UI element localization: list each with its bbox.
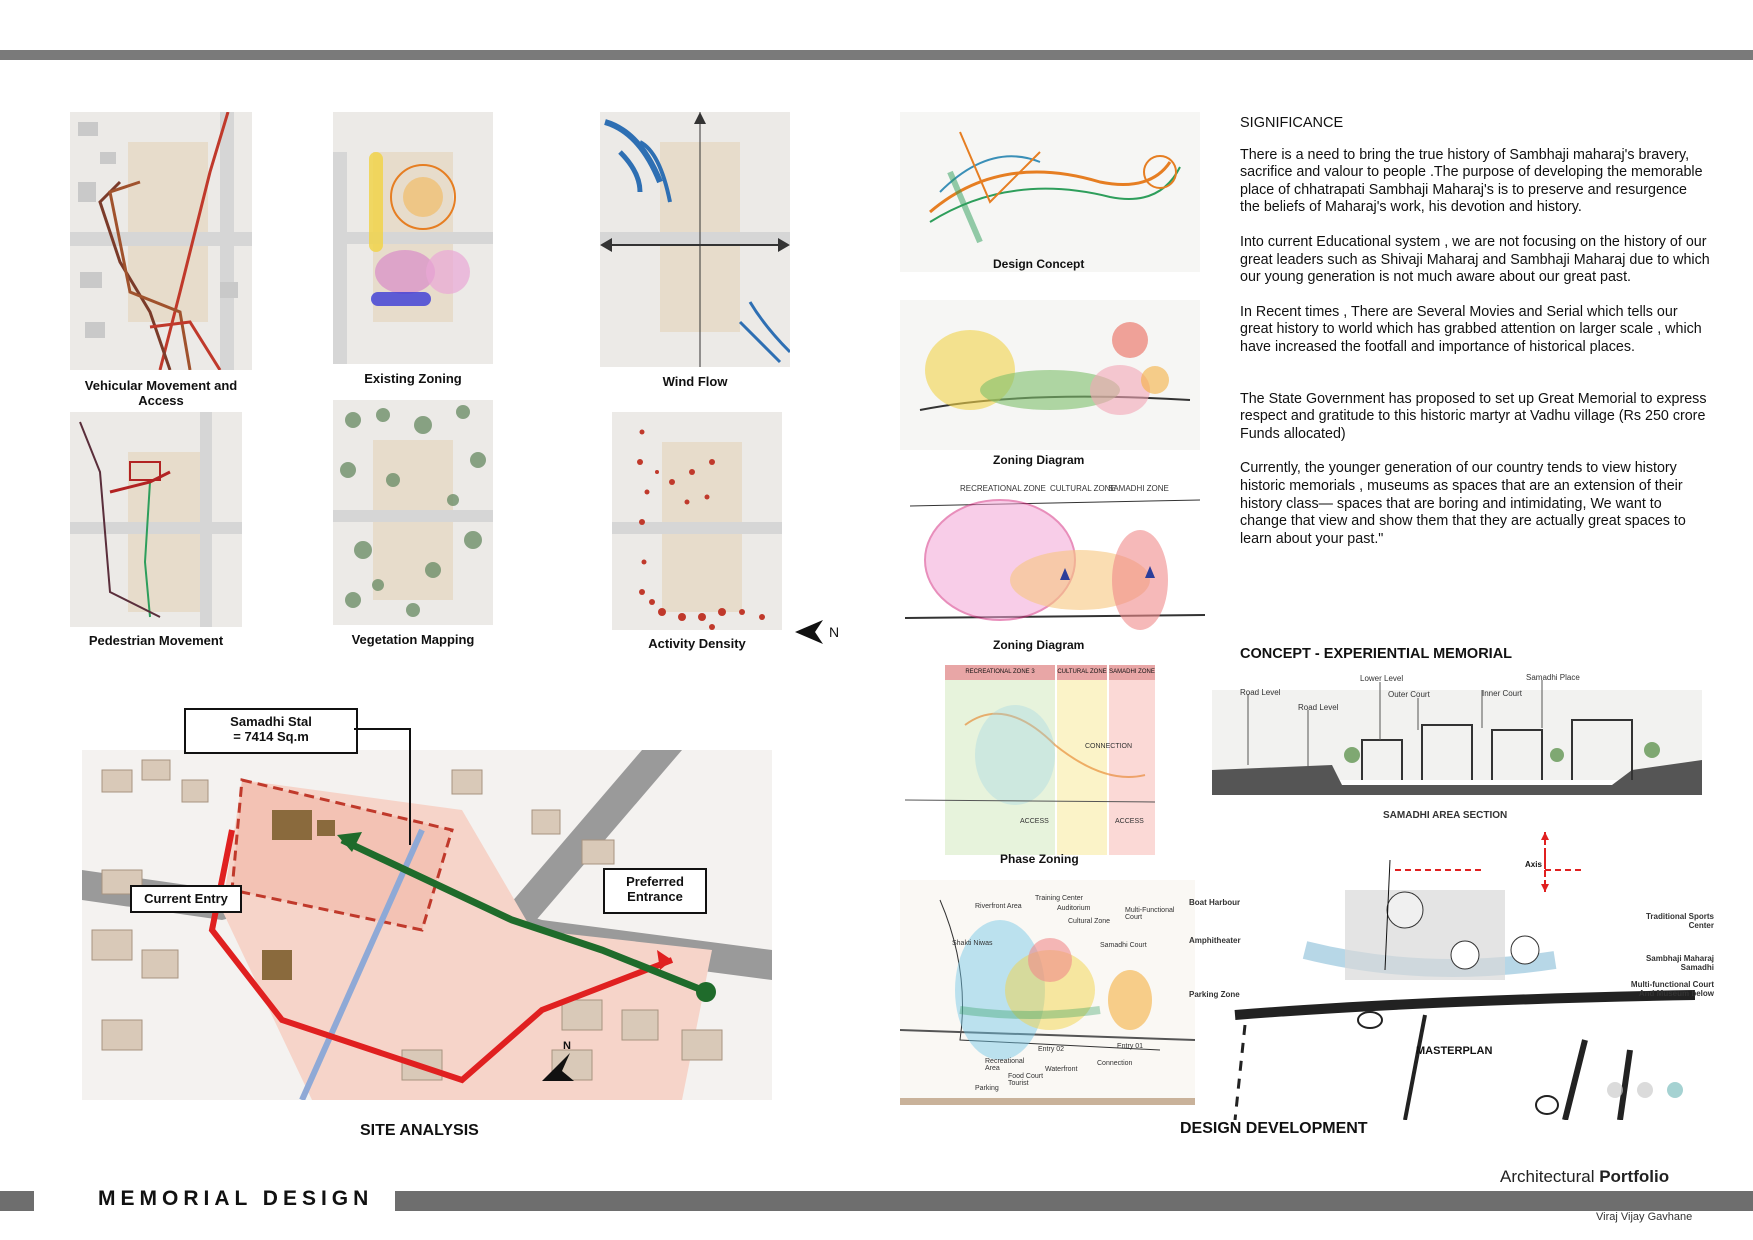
- current-entry-callout: [130, 885, 242, 913]
- plan-callout-foodcourt: Food Court Tourist: [1008, 1073, 1044, 1087]
- existing-zoning-map: [333, 112, 493, 364]
- phase-connection-label: CONNECTION: [1085, 743, 1133, 750]
- samadhi-stal-area: = 7414 Sq.m: [233, 729, 309, 744]
- design-concept-drawing: [900, 112, 1200, 272]
- masterplan-callout-parking: Parking Zone: [1189, 990, 1240, 999]
- zoning-diagram-drawing-1: [900, 300, 1200, 450]
- plan-callout-multifunctional: Multi-Functional Court: [1125, 907, 1175, 921]
- portfolio-light: Architectural: [1500, 1167, 1600, 1186]
- map-label-pedestrian: Pedestrian Movement: [88, 633, 224, 648]
- plan-callout-training: Training Center: [1035, 895, 1083, 902]
- significance-text-block: [1240, 115, 1710, 565]
- phase-access-label-1: ACCESS: [1020, 818, 1049, 825]
- plan-callout-entry02: Entry 02: [1038, 1046, 1065, 1053]
- map-label-vegetation: Vegetation Mapping: [351, 632, 475, 647]
- preferred-entrance-callout: [603, 868, 707, 914]
- plan-callout-riverfront: Riverfront Area: [975, 903, 1022, 910]
- phase-zoning-caption: Phase Zoning: [1000, 852, 1079, 866]
- section-label-outer-court: Outer Court: [1388, 690, 1430, 699]
- north-arrow-icon: [795, 617, 845, 647]
- design-development-title: DESIGN DEVELOPMENT: [1180, 1120, 1368, 1137]
- significance-paragraph-3: In Recent times , There are Several Movies and Serial which tells our great history to world which has grabbed attention on larger scale , which have increased the footfall and importance of historical places.: [1240, 303, 1702, 355]
- activity-density-map: [612, 412, 782, 630]
- zoning-diagram-caption-2: Zoning Diagram: [993, 638, 1085, 652]
- masterplan-callout-amphitheater: Amphitheater: [1189, 936, 1241, 945]
- plan-callout-shakti: Shakti Niwas: [952, 940, 993, 947]
- zoning-diagram-sketch-2: [900, 480, 1210, 640]
- bottom-bar-right: [395, 1191, 1753, 1211]
- plan-callout-auditorium: Auditorium: [1057, 905, 1091, 912]
- map-label-vehicular: Vehicular Movement and Access: [84, 378, 238, 408]
- activity-density-drawing: [612, 412, 782, 630]
- zoning-diagram-caption-1: Zoning Diagram: [993, 453, 1085, 467]
- wind-flow-drawing: [600, 112, 790, 367]
- current-entry-label: Current Entry: [144, 891, 228, 906]
- map-label-existing-zoning: Existing Zoning: [364, 371, 462, 386]
- plan-callout-waterfront: Waterfront: [1045, 1066, 1078, 1073]
- vegetation-mapping-map: [333, 400, 493, 625]
- phase-access-label-2: ACCESS: [1115, 818, 1144, 825]
- svg-text:N: N: [829, 624, 840, 640]
- portfolio-label: [1500, 1167, 1669, 1187]
- plan-callout-parking: Parking: [975, 1085, 999, 1092]
- significance-paragraph-5: Currently, the younger generation of our country tends to view history historic memorials , museums as spaces that are an extension of their history class— spaces that are boring and intimidating, We want to change that view and show them that they are actually great spaces to learn about your past.": [1240, 460, 1686, 547]
- site-aerial-map: [82, 750, 772, 1100]
- site-north-arrow-icon: [540, 1045, 580, 1085]
- section-caption: SAMADHI AREA SECTION: [1383, 810, 1508, 821]
- significance-heading: SIGNIFICANCE: [1240, 115, 1344, 131]
- masterplan-drawing: [1225, 850, 1695, 1120]
- phase-zone-header-2: CULTURAL ZONE: [1057, 665, 1107, 680]
- section-label-samadhi-place: Samadhi Place: [1526, 673, 1580, 682]
- vegetation-mapping-drawing: [333, 400, 493, 625]
- masterplan-callout-sports: Traditional Sports Center: [1645, 912, 1714, 930]
- phase-zone-header-3: SAMADHI ZONE: [1109, 665, 1155, 680]
- phase-zone-header-1: RECREATIONAL ZONE 3: [945, 665, 1055, 680]
- author-name: Viraj Vijay Gavhane: [1596, 1211, 1693, 1223]
- map-label-wind-flow: Wind Flow: [662, 374, 728, 389]
- plan-callout-samadhi-court: Samadhi Court: [1100, 942, 1147, 949]
- samadhi-stal-callout: [184, 708, 358, 754]
- masterplan-caption: MASTERPLAN: [1416, 1045, 1493, 1057]
- significance-paragraph-1: There is a need to bring the true history of Sambhaji maharaj's bravery, sacrifice and valour to people .The purpose of developing the memorable place of chhatrapati Sambhaji Maharaj's is to preserve and resurgence the beliefs of Maharaj's work, his devotion and history.: [1240, 146, 1703, 216]
- section-label-road-level-2: Road Level: [1298, 703, 1339, 712]
- masterplan-drawing-area: [1225, 850, 1695, 1120]
- zoning-diagram-sketch-1: [900, 300, 1200, 450]
- zone-label-recreational: RECREATIONAL ZONE: [960, 484, 1046, 493]
- section-label-road-level-1: Road Level: [1240, 688, 1281, 697]
- samadhi-leader-line: [354, 725, 424, 855]
- preferred-entrance-line2: Entrance: [627, 889, 683, 904]
- samadhi-section-drawing: [1212, 670, 1702, 800]
- top-bar: [0, 50, 1753, 60]
- plan-callout-cultural-zone: Cultural Zone: [1068, 918, 1111, 925]
- portfolio-bold: Portfolio: [1599, 1167, 1670, 1186]
- significance-paragraph-4: The State Government has proposed to set up Great Memorial to express respect and gratitude to this historic martyr at Vadhu village (Rs 250 crore Funds allocated): [1240, 390, 1707, 442]
- masterplan-callout-multifunctional: Multi-functional Court And Museum below: [1630, 980, 1714, 998]
- section-label-lower-level: Lower Level: [1360, 674, 1404, 683]
- masterplan-callout-samadhi: Sambhaji Maharaj Samadhi: [1645, 954, 1714, 972]
- concept-title: CONCEPT - EXPERIENTIAL MEMORIAL: [1240, 646, 1513, 662]
- design-concept-caption: Design Concept: [993, 257, 1085, 271]
- wind-flow-map: [600, 112, 790, 367]
- site-north-letter: N: [563, 1040, 571, 1052]
- phase-zoning-drawing: [905, 665, 1155, 855]
- significance-paragraph-2: Into current Educational system , we are not focusing on the history of our great leaders such as Shivaji Maharaj and Sambhaji Maharaj due to which our young generation is not much aware about our great past.: [1240, 233, 1710, 286]
- design-concept-sketch: [900, 112, 1200, 272]
- masterplan-axis-label: Axis: [1525, 860, 1542, 869]
- section-label-inner-court: Inner Court: [1482, 689, 1523, 698]
- zone-label-cultural: CULTURAL ZONE: [1050, 484, 1116, 493]
- pedestrian-movement-drawing: [70, 412, 242, 627]
- plan-callout-recreational: Recreational Area: [985, 1058, 1025, 1072]
- zoning-diagram-drawing-2: [900, 480, 1210, 640]
- existing-zoning-drawing: [333, 112, 493, 364]
- site-aerial-drawing: [82, 750, 772, 1100]
- samadhi-section-drawing-area: [1212, 670, 1702, 800]
- preferred-entrance-line1: Preferred: [626, 874, 684, 889]
- footer-title: MEMORIAL DESIGN: [98, 1187, 374, 1210]
- plan-callout-connection: Connection: [1097, 1060, 1133, 1067]
- axis-arrows-icon: [1515, 832, 1575, 892]
- bottom-bar-left: [0, 1191, 34, 1211]
- zone-label-samadhi: SAMADHI ZONE: [1108, 484, 1169, 493]
- pedestrian-movement-map: [70, 412, 242, 627]
- plan-callout-entry01: Entry 01: [1117, 1043, 1144, 1050]
- site-analysis-title: SITE ANALYSIS: [360, 1122, 479, 1139]
- vehicular-movement-drawing: [70, 112, 252, 370]
- phase-zoning-diagram: [905, 665, 1155, 855]
- samadhi-stal-title: Samadhi Stal: [230, 714, 312, 729]
- map-label-activity-density: Activity Density: [648, 636, 746, 651]
- vehicular-movement-map: [70, 112, 252, 370]
- masterplan-callout-boat: Boat Harbour: [1189, 898, 1241, 907]
